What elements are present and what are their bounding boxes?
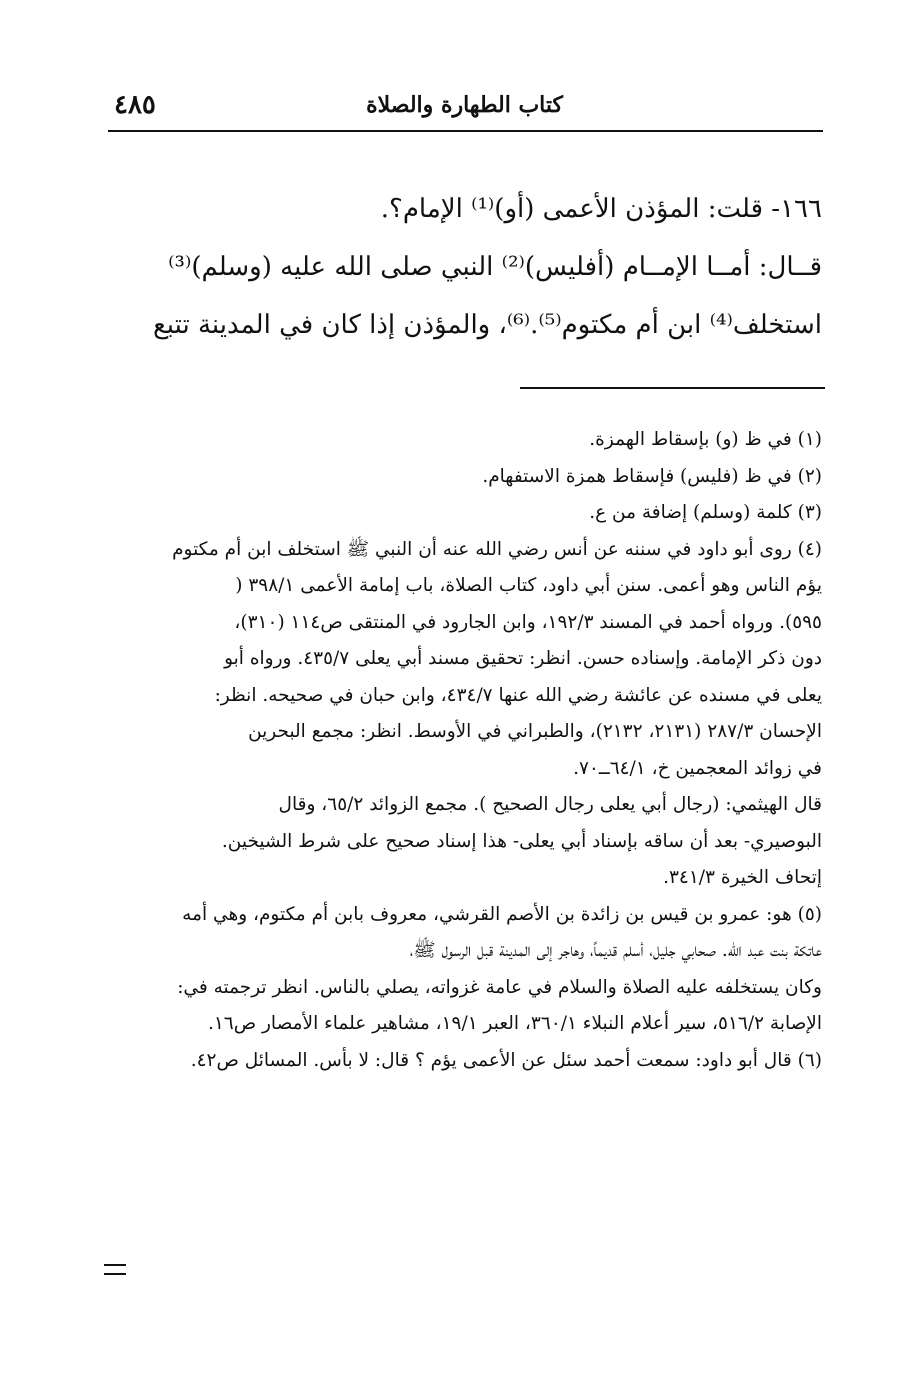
footnote-separator xyxy=(520,387,825,389)
footnote-4-line-8: قال الهيثمي: (رجال أبي يعلى رجال الصحيح ). مجمع الزوائد ٦٥/٢، وقال xyxy=(278,794,822,815)
footnote-4-line-3: ٥٩٥). ورواه أحمد في المسند ١٩٢/٣، وابن الجارود في المنتقى ص١١٤ (٣١٠)، xyxy=(234,611,822,633)
end-of-footnotes-mark xyxy=(104,1264,126,1275)
page-header xyxy=(108,88,823,128)
footnote-5-line-3: وكان يستخلفه عليه الصلاة والسلام في عامة غزواته، يصلي بالناس. انظر ترجمته في: xyxy=(177,976,822,998)
footnote-5-line-4: الإصابة ٥١٦/٢، سير أعلام النبلاء ٣٦٠/١، العبر ١٩/١، مشاهير علماء الأمصار ص١٦. xyxy=(207,1013,822,1034)
footnote-5-line-1: (٥) هو: عمرو بن قيس بن زائدة بن الأصم القرشي، معروف بابن أم مكتوم، وهي أمه xyxy=(182,903,822,925)
footnote-2: (٢) في ظ (فليس) فإسقاط همزة الاستفهام. xyxy=(482,465,822,487)
footnote-4-line-7: في زوائد المعجمين خ، ٦٤/١ــ٧٠. xyxy=(573,757,822,779)
main-text-line-1: ١٦٦- قلت: المؤذن الأعمى (أو)⁽¹⁾ الإمام؟. xyxy=(380,194,822,224)
footnotes xyxy=(100,422,822,1079)
footnote-4-line-1: (٤) روى أبو داود في سننه عن أنس رضي الله عنه أن النبي ﷺ استخلف ابن أم مكتوم xyxy=(172,538,822,560)
footnote-5-line-2: عاتكة بنت عبد الله. صحابي جليل، أسلم قديماً، وهاجر إلى المدينة قبل الرسول ﷺ، xyxy=(409,940,822,961)
running-title: كتاب الطهارة والصلاة xyxy=(366,92,563,118)
footnote-3: (٣) كلمة (وسلم) إضافة من ع. xyxy=(589,502,822,523)
footnote-4-line-5: يعلى في مسنده عن عائشة رضي الله عنها ٤٣٤/٧، وابن حبان في صحيحه. انظر: xyxy=(214,684,822,706)
footnote-4-line-10: إتحاف الخيرة ٣٤١/٣. xyxy=(663,867,822,888)
footnote-4-line-2: يؤم الناس وهو أعمى. سنن أبي داود، كتاب الصلاة، باب إمامة الأعمى ٣٩٨/١ ( xyxy=(235,575,822,596)
main-text xyxy=(100,180,822,354)
main-text-line-2: قــال: أمــا الإمــام (أفليس)⁽²⁾ النبي صلى الله عليه (وسلم)⁽³⁾ xyxy=(168,252,822,282)
header-rule xyxy=(108,130,823,132)
footnote-4-line-9: البوصيري- بعد أن ساقه بإسناد أبي يعلى- هذا إسناد صحيح على شرط الشيخين. xyxy=(221,830,822,852)
footnote-6: (٦) قال أبو داود: سمعت أحمد سئل عن الأعمى يؤم ؟ قال: لا بأس. المسائل ص٤٢. xyxy=(190,1049,822,1071)
footnote-4-line-4: دون ذكر الإمامة. وإسناده حسن. انظر: تحقيق مسند أبي يعلى ٤٣٥/٧. ورواه أبو xyxy=(224,648,822,669)
main-text-line-3: استخلف⁽⁴⁾ ابن أم مكتوم⁽⁵⁾.⁽⁶⁾، والمؤذن إذا كان في المدينة تتبع xyxy=(152,310,822,340)
footnote-4-line-6: الإحسان ٢٨٧/٣ (٢١٣١، ٢١٣٢)، والطبراني في الأوسط. انظر: مجمع البحرين xyxy=(248,721,822,742)
page-number: ٤٨٥ xyxy=(114,90,156,120)
footnote-1: (١) في ظ (و) بإسقاط الهمزة. xyxy=(589,429,822,450)
